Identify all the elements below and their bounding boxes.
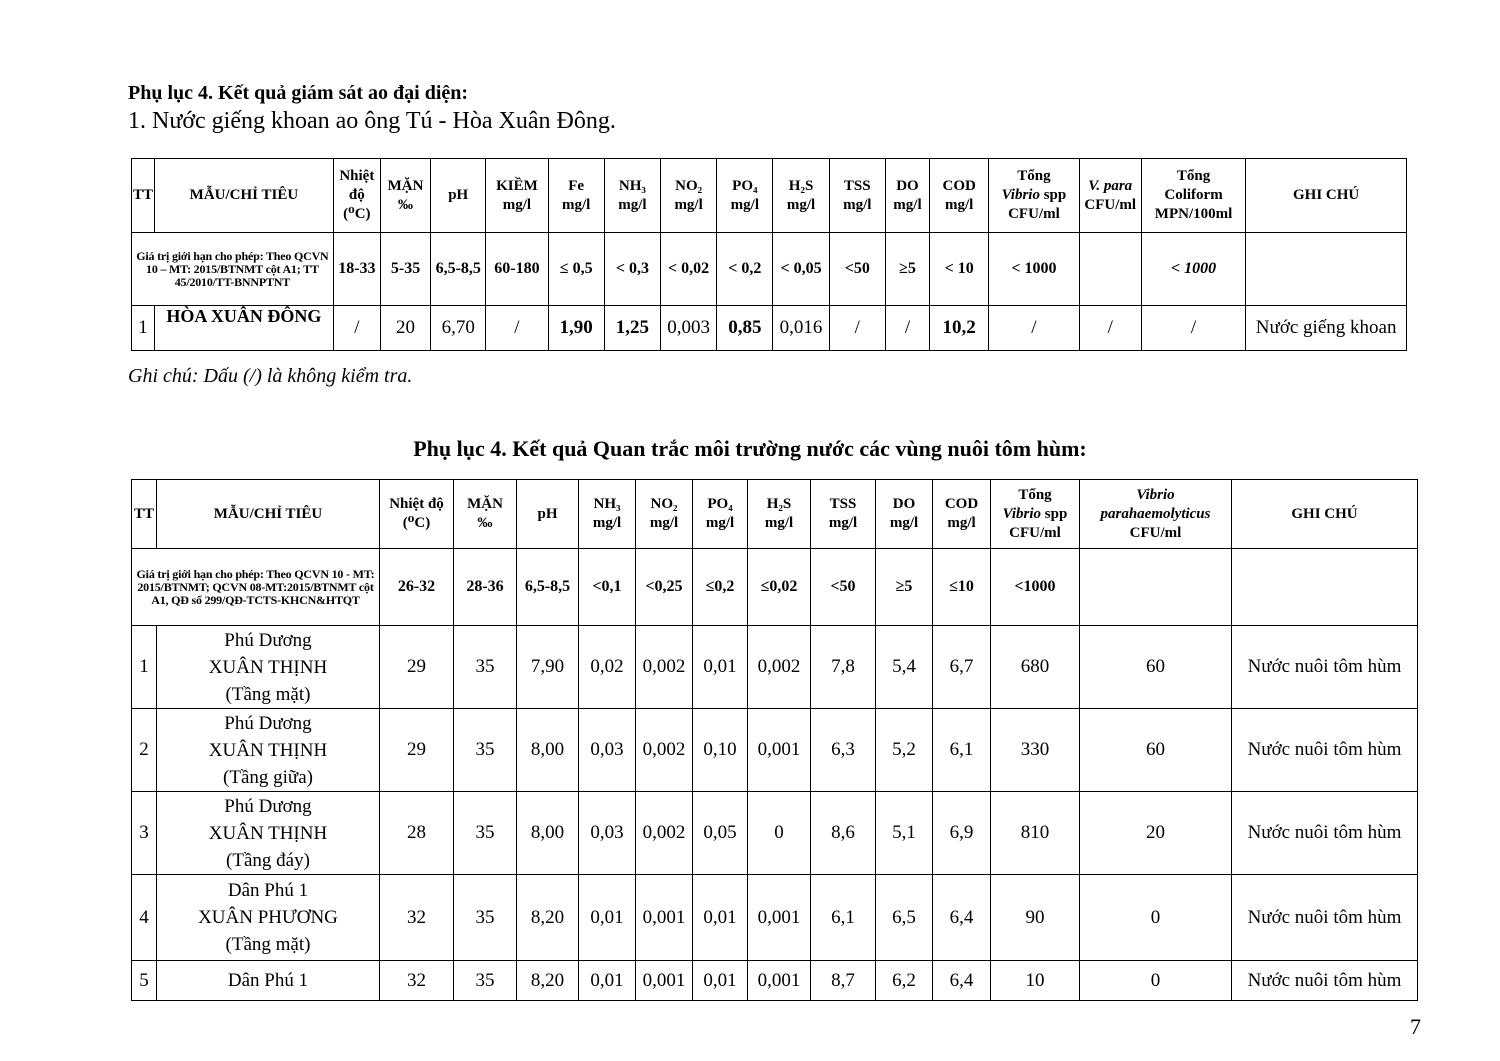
cell-value: 6,3 [811, 709, 876, 792]
table-row [132, 306, 1407, 351]
row-location: Dân Phú 1 [157, 961, 380, 1001]
cell-value: 0,003 [661, 306, 717, 351]
cell-value: 20 [380, 306, 430, 351]
cell-value: 90 [991, 875, 1080, 961]
row-note: Nước nuôi tôm hùm [1232, 875, 1418, 961]
cell-value: 32 [380, 961, 454, 1001]
cell-value: / [829, 306, 885, 351]
cell-value: 6,4 [933, 961, 991, 1001]
cell-value: 32 [380, 875, 454, 961]
row-index: 5 [132, 961, 157, 1001]
limit-value: < 10 [930, 233, 989, 306]
header-tt: TT [132, 480, 157, 549]
header-cod: COD mg/l [933, 480, 991, 549]
cell-value: 60 [1080, 626, 1232, 709]
cell-value: 0,002 [636, 626, 693, 709]
table-header-row [132, 480, 1418, 549]
cell-value: 35 [454, 792, 517, 875]
cell-value: 5,4 [876, 626, 933, 709]
limit-value: 28-36 [454, 549, 517, 626]
limit-value: <0,25 [636, 549, 693, 626]
header-ph: pH [517, 480, 579, 549]
header-h2s: H₂S mg/l [748, 480, 811, 549]
header-h2s: H₂S mg/l [773, 159, 829, 233]
limit-value: <0,1 [579, 549, 636, 626]
limits-row [132, 233, 1407, 306]
header-vibrio: Tổng Vibrio spp CFU/ml [989, 159, 1079, 233]
cell-value: 35 [454, 961, 517, 1001]
cell-value: 20 [1080, 792, 1232, 875]
footnote: Ghi chú: Dấu (/) là không kiểm tra. [128, 365, 413, 387]
limit-value: ≥5 [885, 233, 929, 306]
row-index: 1 [132, 306, 155, 351]
cell-value: 0,002 [636, 709, 693, 792]
limit-value: < 0,05 [773, 233, 829, 306]
header-note: GHI CHÚ [1246, 159, 1407, 233]
limit-value: 18-33 [333, 233, 380, 306]
cell-value: 35 [454, 875, 517, 961]
row-note: Nước nuôi tôm hùm [1232, 961, 1418, 1001]
row-location: Phú Dương XUÂN THỊNH (Tầng giữa) [157, 709, 380, 792]
row-note: Nước nuôi tôm hùm [1232, 709, 1418, 792]
cell-value: 0,85 [717, 306, 773, 351]
lobster-monitoring-table [131, 479, 1418, 1001]
limit-value: <1000 [991, 549, 1080, 626]
appendix-title: Phụ lục 4. Kết quả giám sát ao đại diện: [128, 82, 469, 104]
section-subtitle: 1. Nước giếng khoan ao ông Tú - Hòa Xuân Đông. [128, 108, 616, 134]
header-cod: COD mg/l [930, 159, 989, 233]
limit-value: 26-32 [380, 549, 454, 626]
header-no2: NO₂ mg/l [636, 480, 693, 549]
row-index: 4 [132, 875, 157, 961]
limits-row [132, 549, 1418, 626]
cell-value: 0,02 [579, 626, 636, 709]
limit-value [1232, 549, 1418, 626]
header-salinity: MẶN ‰ [454, 480, 517, 549]
limit-value [1079, 233, 1141, 306]
cell-value: 1,90 [548, 306, 604, 351]
cell-value: 0,01 [693, 626, 748, 709]
cell-value: 10,2 [930, 306, 989, 351]
cell-value: 0,002 [636, 792, 693, 875]
cell-value: / [1079, 306, 1141, 351]
header-no2: NO₂ mg/l [661, 159, 717, 233]
cell-value: 0,01 [579, 875, 636, 961]
cell-value: 8,20 [517, 961, 579, 1001]
limit-value: < 0,3 [604, 233, 660, 306]
limit-value: < 0,02 [661, 233, 717, 306]
cell-value: 10 [991, 961, 1080, 1001]
limit-value: ≥5 [876, 549, 933, 626]
header-salinity: MẶN ‰ [380, 159, 430, 233]
cell-value: 6,4 [933, 875, 991, 961]
header-po4: PO₄ mg/l [693, 480, 748, 549]
cell-value: 0,03 [579, 792, 636, 875]
cell-value: / [333, 306, 380, 351]
cell-value: / [885, 306, 929, 351]
cell-value: 6,5 [876, 875, 933, 961]
cell-value: 0,10 [693, 709, 748, 792]
cell-value: 35 [454, 626, 517, 709]
cell-value: / [1141, 306, 1245, 351]
cell-value: 7,8 [811, 626, 876, 709]
header-coliform: Tổng Coliform MPN/100ml [1141, 159, 1245, 233]
cell-value: 7,90 [517, 626, 579, 709]
header-tt: TT [132, 159, 155, 233]
header-do: DO mg/l [876, 480, 933, 549]
cell-value: 0,001 [748, 961, 811, 1001]
cell-value: 0,03 [579, 709, 636, 792]
cell-value: 5,1 [876, 792, 933, 875]
header-vpara: V. para CFU/ml [1079, 159, 1141, 233]
cell-value: 0,01 [693, 875, 748, 961]
table-row [132, 626, 1418, 709]
header-temperature: Nhiệt độ (⁰C) [333, 159, 380, 233]
cell-value: 29 [380, 709, 454, 792]
cell-value: 6,70 [431, 306, 486, 351]
table-row [132, 875, 1418, 961]
cell-value: 60 [1080, 709, 1232, 792]
header-tss: TSS mg/l [811, 480, 876, 549]
cell-value: 28 [380, 792, 454, 875]
cell-value: 0,01 [579, 961, 636, 1001]
row-note: Nước giếng khoan [1246, 306, 1407, 351]
limits-label: Giá trị giới hạn cho phép: Theo QCVN 10 – MT: 2015/BTNMT cột A1; TT 45/2010/TT-BNNPTNT [132, 233, 334, 306]
cell-value: 6,1 [811, 875, 876, 961]
cell-value: 0,001 [748, 709, 811, 792]
table-row [132, 961, 1418, 1001]
limit-value: < 1000 [1141, 233, 1245, 306]
cell-value: 680 [991, 626, 1080, 709]
cell-value: 6,9 [933, 792, 991, 875]
page-number: 7 [1410, 1014, 1421, 1039]
header-sample: MẪU/CHỈ TIÊU [155, 159, 334, 233]
cell-value: 5,2 [876, 709, 933, 792]
limit-value: ≤ 0,5 [548, 233, 604, 306]
header-sample: MẪU/CHỈ TIÊU [157, 480, 380, 549]
row-location: Phú Dương XUÂN THỊNH (Tầng đáy) [157, 792, 380, 875]
cell-value: 6,1 [933, 709, 991, 792]
header-do: DO mg/l [885, 159, 929, 233]
pond-monitoring-table [131, 158, 1407, 351]
header-alkalinity: KIỀM mg/l [486, 159, 548, 233]
cell-value: / [486, 306, 548, 351]
cell-value: 8,7 [811, 961, 876, 1001]
limit-value: 5-35 [380, 233, 430, 306]
cell-value: 8,00 [517, 709, 579, 792]
limit-value: 60-180 [486, 233, 548, 306]
row-location: Phú Dương XUÂN THỊNH (Tầng mặt) [157, 626, 380, 709]
cell-value: 29 [380, 626, 454, 709]
row-location: Dân Phú 1 XUÂN PHƯƠNG (Tầng mặt) [157, 875, 380, 961]
cell-value: 0 [1080, 875, 1232, 961]
appendix-title-lobster: Phụ lục 4. Kết quả Quan trắc môi trường nước các vùng nuôi tôm hùm: [413, 436, 1087, 461]
header-nh3: NH₃ mg/l [579, 480, 636, 549]
limit-value: ≤0,02 [748, 549, 811, 626]
cell-value: 0,016 [773, 306, 829, 351]
cell-value: 8,6 [811, 792, 876, 875]
row-note: Nước nuôi tôm hùm [1232, 792, 1418, 875]
header-ph: pH [431, 159, 486, 233]
header-po4: PO₄ mg/l [717, 159, 773, 233]
limit-value: <50 [829, 233, 885, 306]
cell-value: 0,001 [636, 961, 693, 1001]
cell-value: 0 [1080, 961, 1232, 1001]
limit-value [1080, 549, 1232, 626]
limit-value [1246, 233, 1407, 306]
limit-value: < 1000 [989, 233, 1079, 306]
cell-value: 0,001 [748, 875, 811, 961]
limit-value: 6,5-8,5 [517, 549, 579, 626]
cell-value: 0,001 [636, 875, 693, 961]
header-tss: TSS mg/l [829, 159, 885, 233]
limit-value: 6,5-8,5 [431, 233, 486, 306]
cell-value: 8,20 [517, 875, 579, 961]
limits-label: Giá trị giới hạn cho phép: Theo QCVN 10 - MT: 2015/BTNMT; QCVN 08-MT:2015/BTNMT cột A1, QĐ số 299/QĐ-TCTS-KHCN&HTQT [132, 549, 380, 626]
row-location: HÒA XUÂN ĐÔNG [155, 306, 334, 351]
cell-value: 1,25 [604, 306, 660, 351]
cell-value: 6,7 [933, 626, 991, 709]
cell-value: 0 [748, 792, 811, 875]
table-row [132, 709, 1418, 792]
header-temperature: Nhiệt độ (⁰C) [380, 480, 454, 549]
cell-value: 6,2 [876, 961, 933, 1001]
cell-value: 8,00 [517, 792, 579, 875]
cell-value: 35 [454, 709, 517, 792]
limit-value: <50 [811, 549, 876, 626]
table-row [132, 792, 1418, 875]
cell-value: / [989, 306, 1079, 351]
limit-value: < 0,2 [717, 233, 773, 306]
limit-value: ≤10 [933, 549, 991, 626]
header-nh3: NH₃ mg/l [604, 159, 660, 233]
header-note: GHI CHÚ [1232, 480, 1418, 549]
row-note: Nước nuôi tôm hùm [1232, 626, 1418, 709]
header-fe: Fe mg/l [548, 159, 604, 233]
cell-value: 330 [991, 709, 1080, 792]
cell-value: 0,05 [693, 792, 748, 875]
row-index: 3 [132, 792, 157, 875]
limit-value: ≤0,2 [693, 549, 748, 626]
header-vibrio-parahaemolyticus: Vibrio parahaemolyticus CFU/ml [1080, 480, 1232, 549]
row-index: 1 [132, 626, 157, 709]
cell-value: 810 [991, 792, 1080, 875]
header-vibrio: Tổng Vibrio spp CFU/ml [991, 480, 1080, 549]
cell-value: 0,01 [693, 961, 748, 1001]
cell-value: 0,002 [748, 626, 811, 709]
table-header-row [132, 159, 1407, 233]
row-index: 2 [132, 709, 157, 792]
